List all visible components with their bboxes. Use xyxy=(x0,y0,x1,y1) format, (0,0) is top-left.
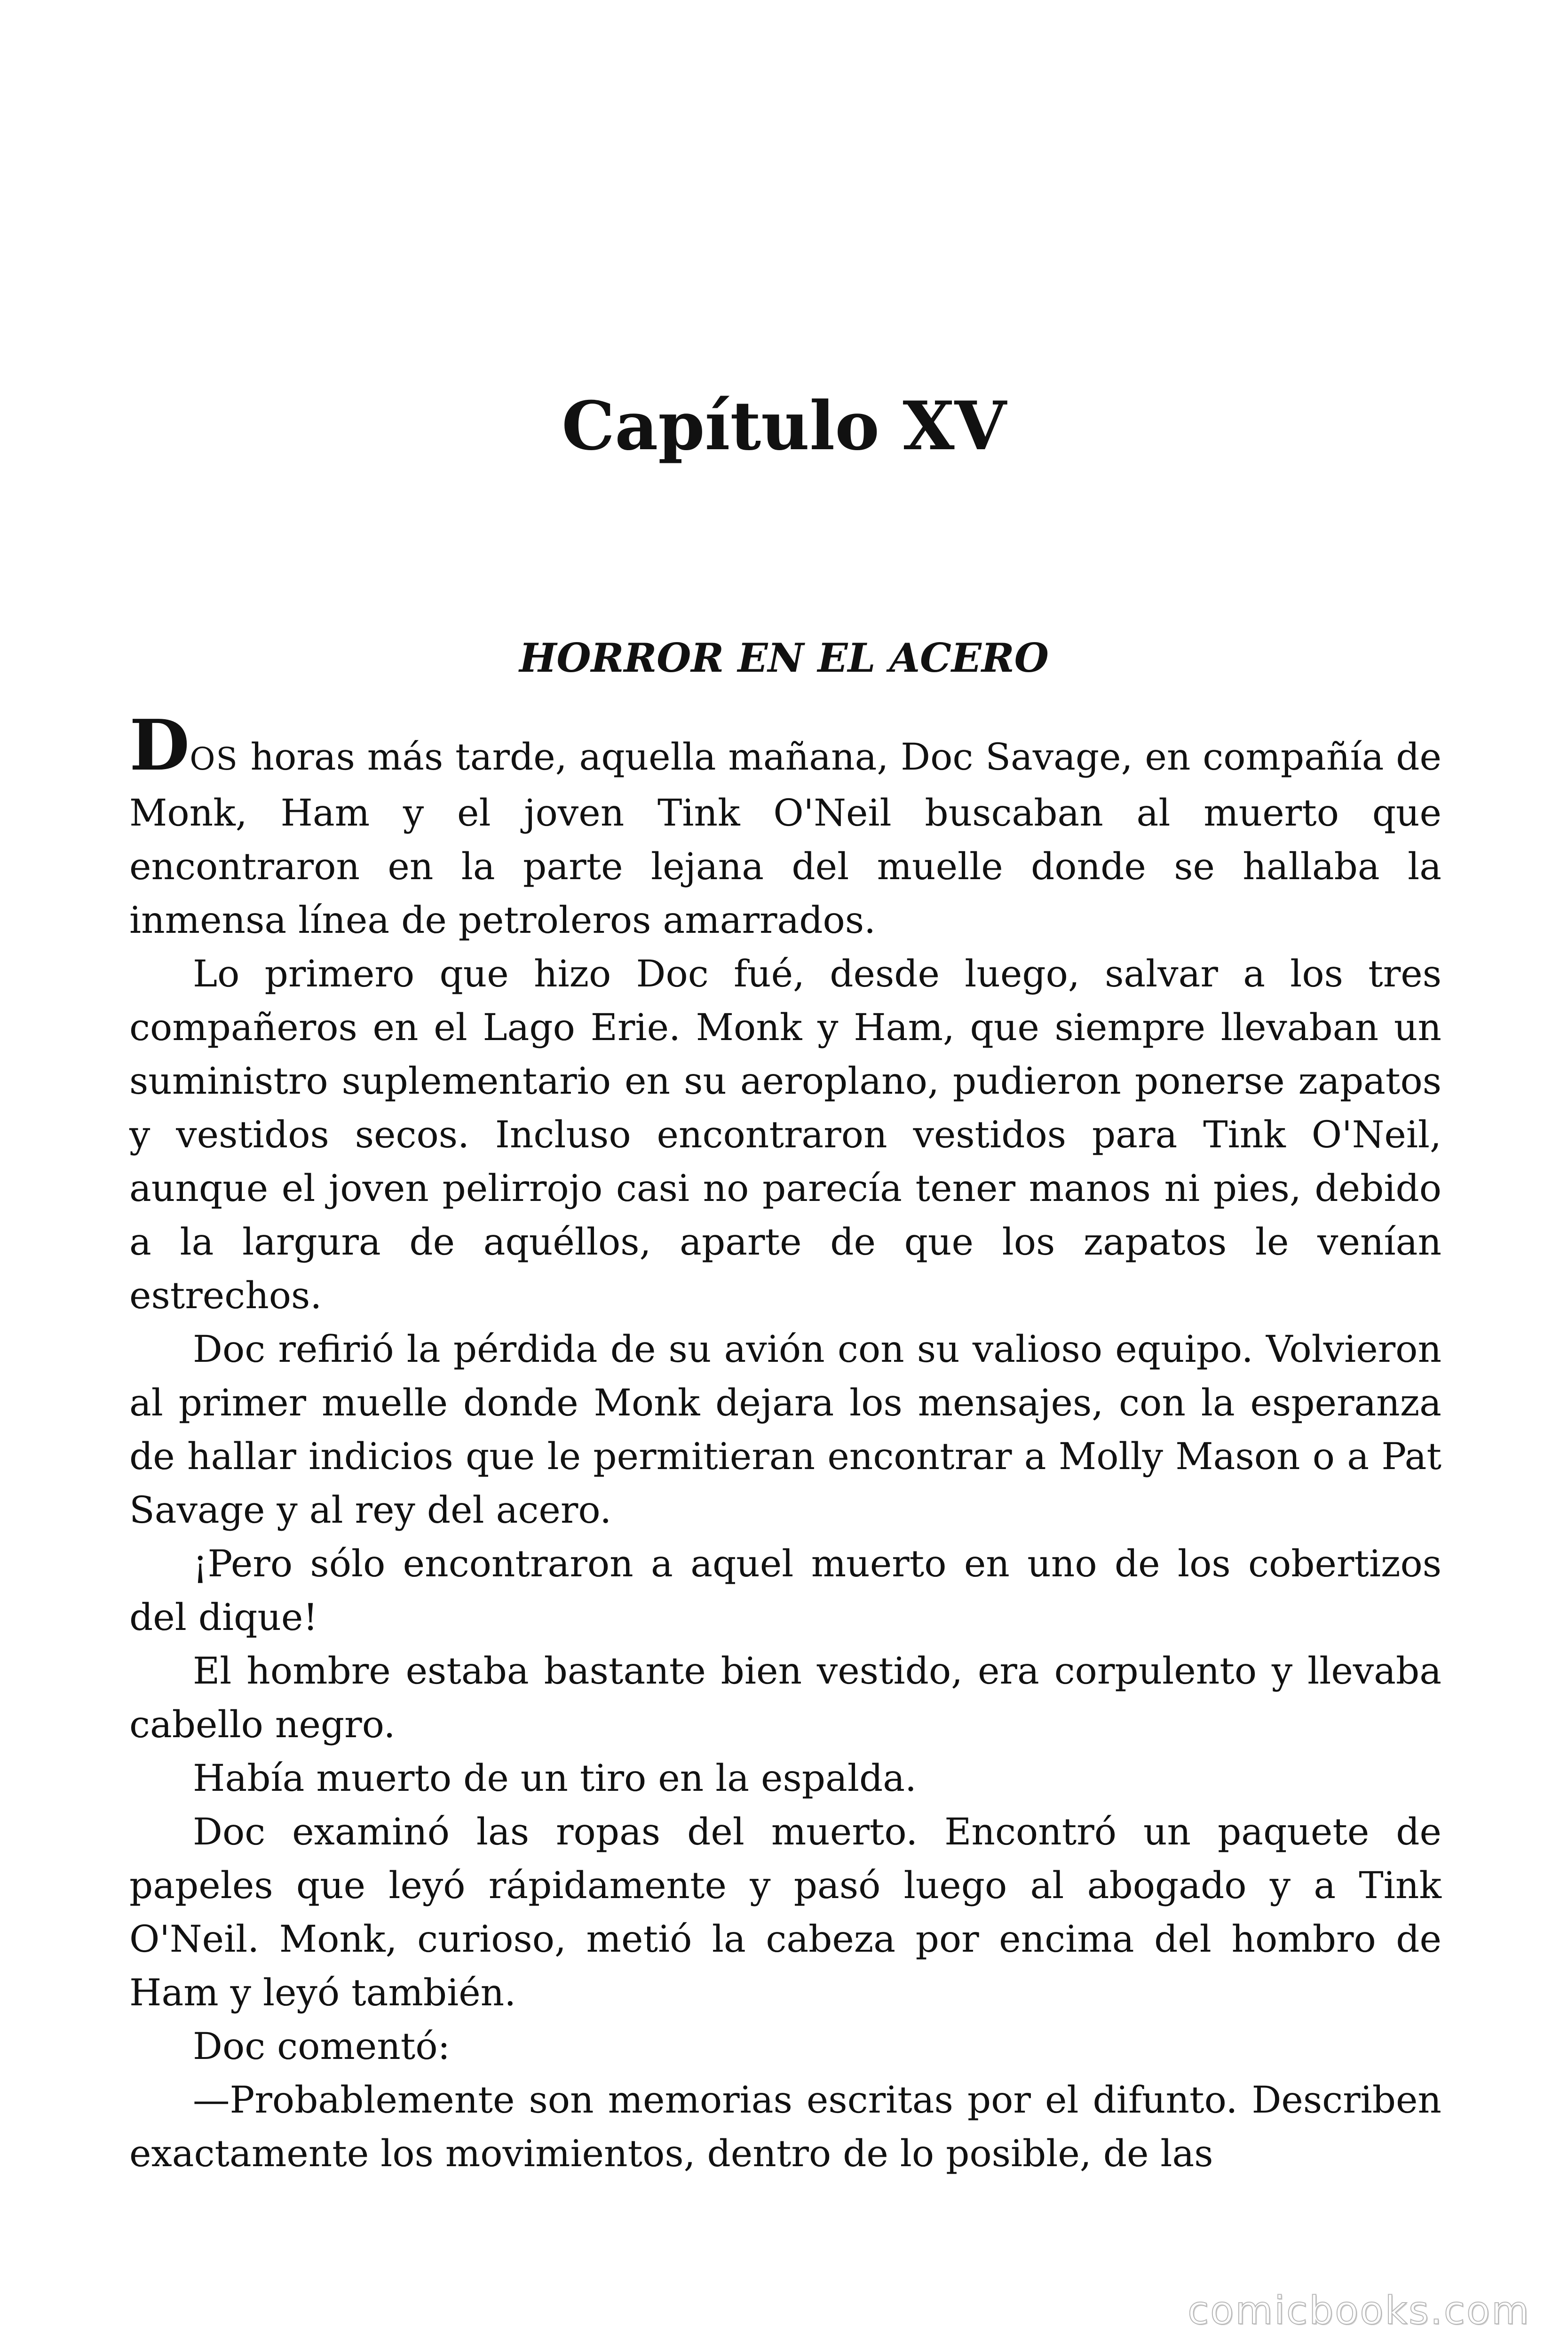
paragraph-7: Doc examinó las ropas del muerto. Encontró un paquete de papeles que leyó rápidamente y pasó luego al abogado y a Tink O'Neil. Monk, curioso, metió la cabeza por encima del hombro de Ham y leyó también. xyxy=(129,1810,1441,2014)
watermark: comicbooks.com xyxy=(1188,2288,1530,2333)
paragraph-4: ¡Pero sólo encontraron a aquel muerto en uno de los cobertizos del dique! xyxy=(129,1542,1441,1639)
paragraph-3: Doc refirió la pérdida de su avión con su valioso equipo. Volvieron al primer muelle donde Monk dejara los mensajes, con la esperanza de hallar indicios que le permitieran encontrar a Molly Mason o a Pat Savage y al rey del acero. xyxy=(129,1327,1441,1532)
paragraph-6: Había muerto de un tiro en la espalda. xyxy=(193,1756,917,1800)
paragraph-8: Doc comentó: xyxy=(193,2025,451,2068)
paragraph-5: El hombre estaba bastante bien vestido, era corpulento y llevaba cabello negro. xyxy=(129,1649,1441,1746)
drop-cap: D xyxy=(129,704,190,786)
section-heading: HORROR EN EL ACERO xyxy=(519,635,1049,681)
paragraph-1-text: horas más tarde, aquella mañana, Doc Savage, en compañía de Monk, Ham y el joven Tink O'Neil buscaban al muerto que encontraron en la parte lejana del muelle donde se hallaba la inmensa línea de petroleros amarrados. xyxy=(129,735,1441,942)
paragraph-2: Lo primero que hizo Doc fué, desde luego, salvar a los tres compañeros en el Lago Erie. Monk y Ham, que siempre llevaban un suministro suplementario en su aeroplano, pudieron ponerse zapatos y vestidos secos. Incluso encontraron vestidos para Tink O'Neil, aunque el joven pelirrojo casi no parecía tener manos ni pies, debido a la largura de aquéllos, aparte de que los zapatos le venían estrechos. xyxy=(129,952,1441,1317)
paragraph-9: —Probablemente son memorias escritas por el difunto. Describen exactamente los movimientos, dentro de lo posible, de las xyxy=(129,2078,1441,2175)
body-text xyxy=(129,704,1441,2180)
paragraph-1 xyxy=(129,704,1441,947)
chapter-title: Capítulo XV xyxy=(562,387,1006,465)
small-caps-lead: OS xyxy=(190,741,238,777)
